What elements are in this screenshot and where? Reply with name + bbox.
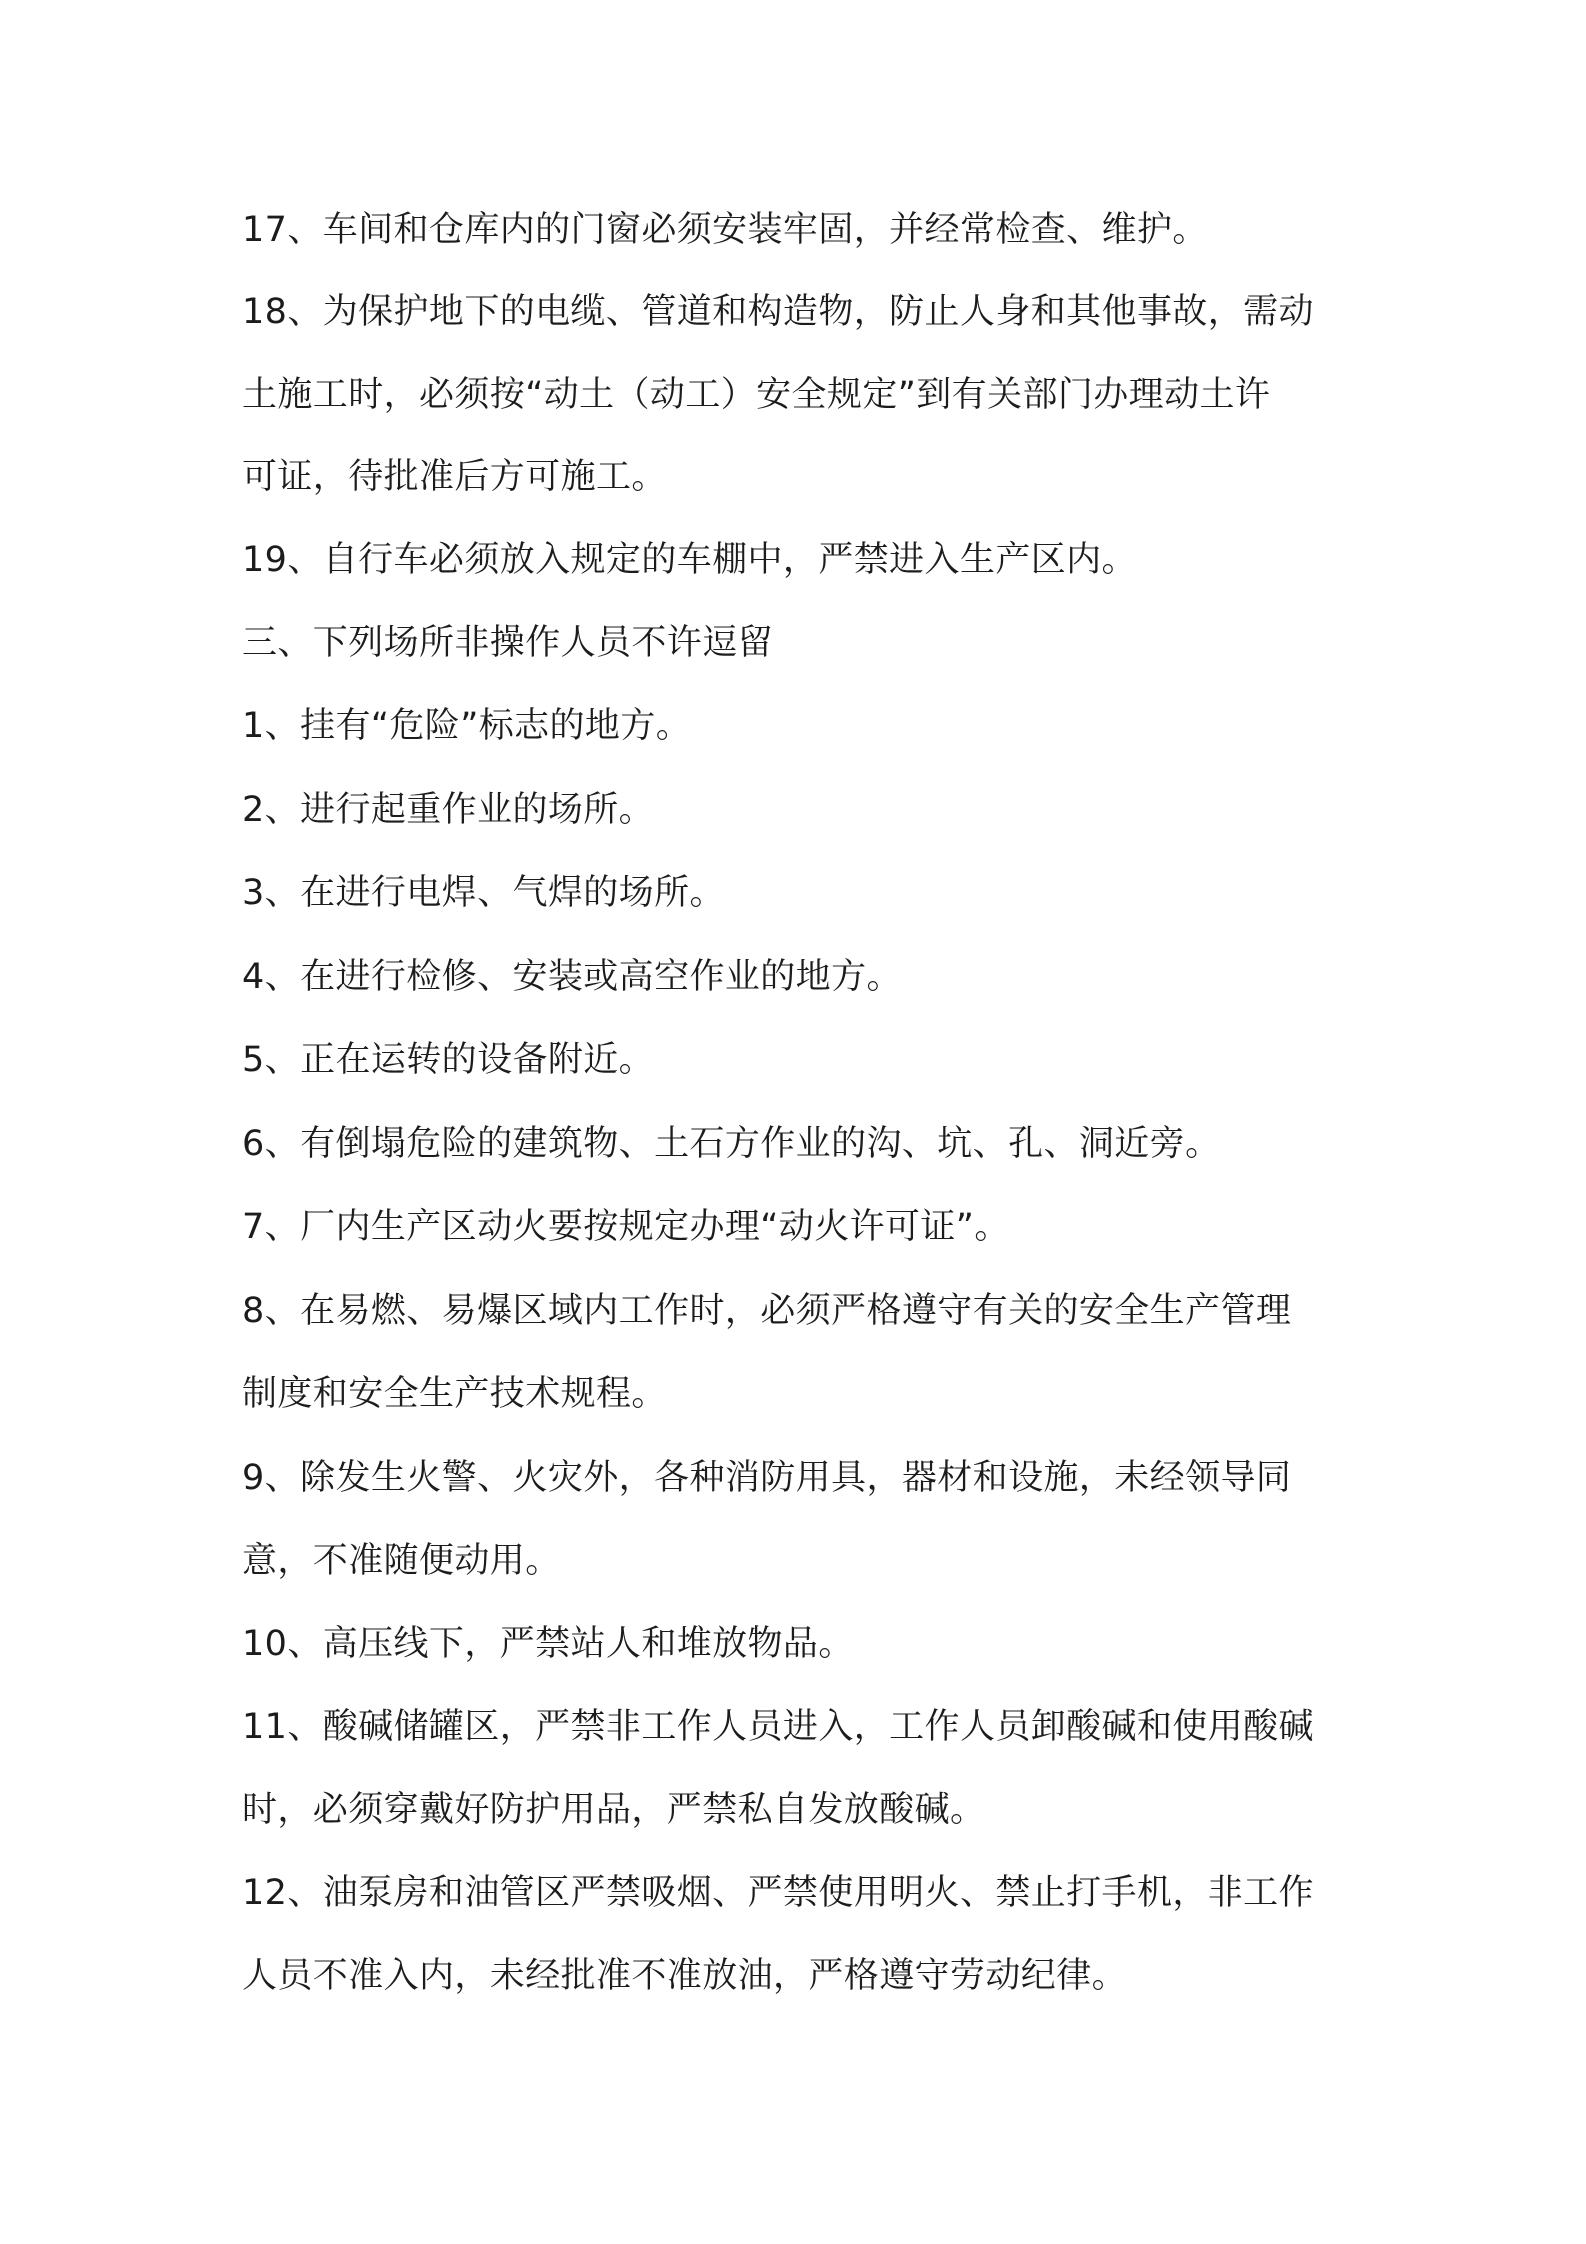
- text-line: 11、酸碱储罐区，严禁非工作人员进入，工作人员卸酸碱和使用酸碱: [242, 1707, 1314, 1747]
- text-line: 5、正在运转的设备附近。: [242, 1040, 655, 1080]
- text-line: 18、为保护地下的电缆、管道和构造物，防止人身和其他事故，需动: [242, 292, 1314, 332]
- text-line: 可证，待批准后方可施工。: [242, 457, 667, 497]
- text-line: 7、厂内生产区动火要按规定办理“动火许可证”。: [242, 1207, 1010, 1247]
- text-line: 土施工时，必须按“动土（动工）安全规定”到有关部门办理动土许: [242, 375, 1271, 415]
- text-line: 9、除发生火警、火灾外，各种消防用具，器材和设施，未经领导同: [242, 1458, 1292, 1498]
- text-line: 6、有倒塌危险的建筑物、土石方作业的沟、坑、孔、洞近旁。: [242, 1124, 1221, 1164]
- text-line: 3、在进行电焊、气焊的场所。: [242, 873, 725, 913]
- text-line: 意，不准随便动用。: [242, 1541, 561, 1581]
- text-line: 4、在进行检修、安装或高空作业的地方。: [242, 957, 902, 997]
- text-line: 1、挂有“危险”标志的地方。: [242, 706, 692, 746]
- text-line: 人员不准入内，未经批准不准放油，严格遵守劳动纪律。: [242, 1956, 1128, 1996]
- text-line: 2、进行起重作业的场所。: [242, 790, 655, 830]
- section-heading: 三、下列场所非操作人员不许逗留: [242, 623, 774, 663]
- text-line: 10、高压线下，严禁站人和堆放物品。: [242, 1624, 854, 1664]
- text-line: 12、油泵房和油管区严禁吸烟、严禁使用明火、禁止打手机，非工作: [242, 1873, 1314, 1913]
- text-line: 17、车间和仓库内的门窗必须安装牢固，并经常检查、维护。: [242, 210, 1208, 250]
- text-line: 19、自行车必须放入规定的车棚中，严禁进入生产区内。: [242, 540, 1137, 580]
- text-line: 时，必须穿戴好防护用品，严禁私自发放酸碱。: [242, 1790, 986, 1830]
- text-line: 制度和安全生产技术规程。: [242, 1374, 667, 1414]
- text-line: 8、在易燃、易爆区域内工作时，必须严格遵守有关的安全生产管理: [242, 1291, 1292, 1331]
